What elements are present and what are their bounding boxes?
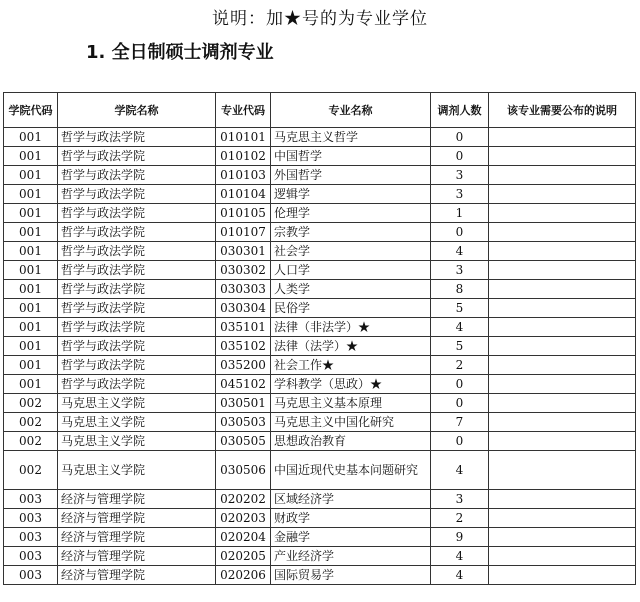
count-cell: 4 <box>431 242 489 261</box>
college-name-cell: 哲学与政法学院 <box>58 185 216 204</box>
college-code-cell: 003 <box>4 509 58 528</box>
major-code-cell: 030304 <box>216 299 271 318</box>
note-cell <box>489 204 636 223</box>
major-code-cell: 010107 <box>216 223 271 242</box>
count-cell: 0 <box>431 128 489 147</box>
major-name-cell: 金融学 <box>271 528 431 547</box>
note-cell <box>489 509 636 528</box>
major-name-cell: 马克思主义中国化研究 <box>271 413 431 432</box>
count-cell: 7 <box>431 413 489 432</box>
college-code-cell: 002 <box>4 413 58 432</box>
college-code-cell: 001 <box>4 280 58 299</box>
college-name-cell: 经济与管理学院 <box>58 547 216 566</box>
header-major-name: 专业名称 <box>271 93 431 128</box>
college-name-cell: 哲学与政法学院 <box>58 375 216 394</box>
table-row <box>4 166 636 185</box>
table-row <box>4 356 636 375</box>
college-name-cell: 哲学与政法学院 <box>58 242 216 261</box>
major-code-cell: 010102 <box>216 147 271 166</box>
note-cell <box>489 147 636 166</box>
college-code-cell: 001 <box>4 223 58 242</box>
major-name-cell: 区域经济学 <box>271 490 431 509</box>
note-cell <box>489 356 636 375</box>
major-name-cell: 宗教学 <box>271 223 431 242</box>
count-cell: 1 <box>431 204 489 223</box>
count-cell: 5 <box>431 337 489 356</box>
college-name-cell: 马克思主义学院 <box>58 432 216 451</box>
note-cell <box>489 299 636 318</box>
note-cell <box>489 375 636 394</box>
count-cell: 0 <box>431 223 489 242</box>
college-name-cell: 哲学与政法学院 <box>58 337 216 356</box>
major-code-cell: 010104 <box>216 185 271 204</box>
header-major-code: 专业代码 <box>216 93 271 128</box>
college-name-cell: 经济与管理学院 <box>58 566 216 585</box>
count-cell: 0 <box>431 147 489 166</box>
table-row <box>4 528 636 547</box>
note-cell <box>489 528 636 547</box>
count-cell: 0 <box>431 394 489 413</box>
count-cell: 4 <box>431 451 489 490</box>
major-name-cell: 外国哲学 <box>271 166 431 185</box>
major-code-cell: 035102 <box>216 337 271 356</box>
table-row <box>4 280 636 299</box>
major-name-cell: 人类学 <box>271 280 431 299</box>
count-cell: 0 <box>431 432 489 451</box>
major-name-cell: 中国哲学 <box>271 147 431 166</box>
college-code-cell: 002 <box>4 451 58 490</box>
note-cell <box>489 223 636 242</box>
note-cell <box>489 432 636 451</box>
table-row <box>4 490 636 509</box>
major-code-cell: 020204 <box>216 528 271 547</box>
college-name-cell: 马克思主义学院 <box>58 394 216 413</box>
college-name-cell: 马克思主义学院 <box>58 451 216 490</box>
table-row <box>4 223 636 242</box>
note-cell <box>489 185 636 204</box>
college-name-cell: 马克思主义学院 <box>58 413 216 432</box>
college-code-cell: 001 <box>4 337 58 356</box>
major-code-cell: 030506 <box>216 451 271 490</box>
major-code-cell: 010103 <box>216 166 271 185</box>
major-code-cell: 030302 <box>216 261 271 280</box>
college-name-cell: 哲学与政法学院 <box>58 299 216 318</box>
college-code-cell: 003 <box>4 547 58 566</box>
count-cell: 4 <box>431 566 489 585</box>
major-name-cell: 产业经济学 <box>271 547 431 566</box>
header-count: 调剂人数 <box>431 93 489 128</box>
count-cell: 4 <box>431 318 489 337</box>
table-row <box>4 299 636 318</box>
major-code-cell: 030301 <box>216 242 271 261</box>
count-cell: 5 <box>431 299 489 318</box>
major-code-cell: 030501 <box>216 394 271 413</box>
count-cell: 2 <box>431 509 489 528</box>
major-name-cell: 思想政治教育 <box>271 432 431 451</box>
note-cell <box>489 166 636 185</box>
table-header-row <box>4 93 636 128</box>
table-row <box>4 242 636 261</box>
college-code-cell: 002 <box>4 394 58 413</box>
table-body <box>4 128 636 585</box>
college-name-cell: 哲学与政法学院 <box>58 223 216 242</box>
note-cell <box>489 128 636 147</box>
header-college-name: 学院名称 <box>58 93 216 128</box>
major-name-cell: 马克思主义哲学 <box>271 128 431 147</box>
count-cell: 3 <box>431 166 489 185</box>
college-name-cell: 经济与管理学院 <box>58 490 216 509</box>
note-cell <box>489 566 636 585</box>
table-row <box>4 261 636 280</box>
note-cell <box>489 318 636 337</box>
major-name-cell: 法律（法学）★ <box>271 337 431 356</box>
major-name-cell: 中国近现代史基本问题研究 <box>271 451 431 490</box>
major-code-cell: 020203 <box>216 509 271 528</box>
header-college-code: 学院代码 <box>4 93 58 128</box>
note-cell <box>489 490 636 509</box>
college-code-cell: 001 <box>4 147 58 166</box>
note-text: 说明：加★号的为专业学位 <box>212 9 428 29</box>
college-name-cell: 经济与管理学院 <box>58 528 216 547</box>
major-name-cell: 逻辑学 <box>271 185 431 204</box>
college-code-cell: 001 <box>4 242 58 261</box>
major-name-cell: 国际贸易学 <box>271 566 431 585</box>
header-note: 该专业需要公布的说明 <box>489 93 636 128</box>
college-name-cell: 哲学与政法学院 <box>58 166 216 185</box>
table-row <box>4 432 636 451</box>
table-row <box>4 147 636 166</box>
table-row <box>4 413 636 432</box>
college-code-cell: 003 <box>4 528 58 547</box>
college-code-cell: 001 <box>4 356 58 375</box>
college-name-cell: 哲学与政法学院 <box>58 204 216 223</box>
major-code-cell: 035200 <box>216 356 271 375</box>
count-cell: 8 <box>431 280 489 299</box>
note-cell <box>489 337 636 356</box>
college-code-cell: 001 <box>4 185 58 204</box>
table-row <box>4 509 636 528</box>
college-code-cell: 001 <box>4 318 58 337</box>
major-name-cell: 人口学 <box>271 261 431 280</box>
major-name-cell: 法律（非法学）★ <box>271 318 431 337</box>
major-code-cell: 045102 <box>216 375 271 394</box>
college-name-cell: 哲学与政法学院 <box>58 356 216 375</box>
college-name-cell: 经济与管理学院 <box>58 509 216 528</box>
college-name-cell: 哲学与政法学院 <box>58 318 216 337</box>
major-name-cell: 马克思主义基本原理 <box>271 394 431 413</box>
table-row <box>4 185 636 204</box>
major-code-cell: 035101 <box>216 318 271 337</box>
college-code-cell: 001 <box>4 261 58 280</box>
table-row <box>4 204 636 223</box>
table-row <box>4 318 636 337</box>
count-cell: 9 <box>431 528 489 547</box>
major-name-cell: 民俗学 <box>271 299 431 318</box>
college-code-cell: 003 <box>4 566 58 585</box>
college-code-cell: 003 <box>4 490 58 509</box>
note-cell <box>489 394 636 413</box>
college-code-cell: 001 <box>4 375 58 394</box>
note-cell <box>489 261 636 280</box>
college-name-cell: 哲学与政法学院 <box>58 261 216 280</box>
college-code-cell: 002 <box>4 432 58 451</box>
table-row <box>4 394 636 413</box>
table-row <box>4 128 636 147</box>
adjustment-table <box>3 92 636 585</box>
major-name-cell: 财政学 <box>271 509 431 528</box>
table-row <box>4 566 636 585</box>
table-row <box>4 337 636 356</box>
college-code-cell: 001 <box>4 204 58 223</box>
count-cell: 2 <box>431 356 489 375</box>
count-cell: 3 <box>431 490 489 509</box>
college-name-cell: 哲学与政法学院 <box>58 147 216 166</box>
count-cell: 4 <box>431 547 489 566</box>
table-row <box>4 375 636 394</box>
note-cell <box>489 280 636 299</box>
table-row <box>4 451 636 490</box>
count-cell: 0 <box>431 375 489 394</box>
section-title: 1. 全日制硕士调剂专业 <box>86 42 274 63</box>
major-code-cell: 020206 <box>216 566 271 585</box>
major-code-cell: 030505 <box>216 432 271 451</box>
major-code-cell: 030303 <box>216 280 271 299</box>
major-name-cell: 伦理学 <box>271 204 431 223</box>
major-code-cell: 020205 <box>216 547 271 566</box>
college-name-cell: 哲学与政法学院 <box>58 280 216 299</box>
college-name-cell: 哲学与政法学院 <box>58 128 216 147</box>
major-code-cell: 010105 <box>216 204 271 223</box>
note-cell <box>489 547 636 566</box>
college-code-cell: 001 <box>4 299 58 318</box>
major-name-cell: 社会工作★ <box>271 356 431 375</box>
college-code-cell: 001 <box>4 166 58 185</box>
note-cell <box>489 242 636 261</box>
note-cell <box>489 413 636 432</box>
table-row <box>4 547 636 566</box>
major-code-cell: 030503 <box>216 413 271 432</box>
major-name-cell: 社会学 <box>271 242 431 261</box>
count-cell: 3 <box>431 185 489 204</box>
college-code-cell: 001 <box>4 128 58 147</box>
major-name-cell: 学科教学（思政）★ <box>271 375 431 394</box>
count-cell: 3 <box>431 261 489 280</box>
major-code-cell: 010101 <box>216 128 271 147</box>
note-cell <box>489 451 636 490</box>
major-code-cell: 020202 <box>216 490 271 509</box>
